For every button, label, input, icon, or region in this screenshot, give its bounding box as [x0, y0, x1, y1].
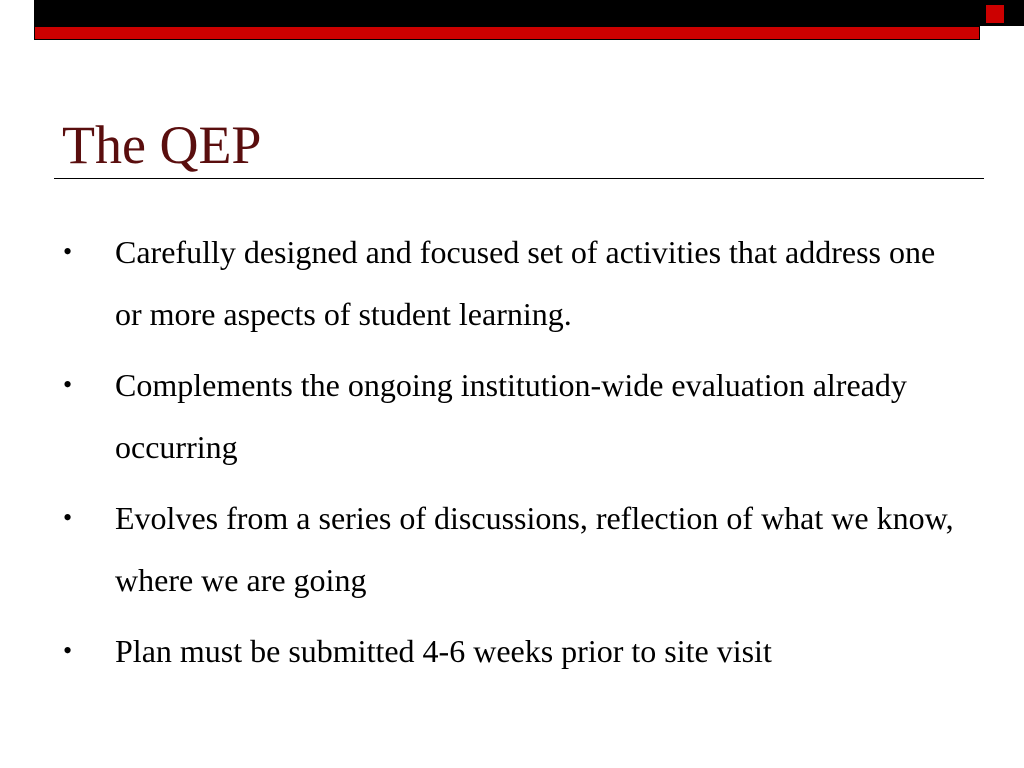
bullet-item [0, 354, 1024, 478]
header-black-bar [34, 0, 1024, 26]
bullet-text: Carefully designed and focused set of activities that address one or more aspects of student learning. [115, 234, 936, 332]
bullet-icon: • [63, 237, 73, 266]
bullet-icon: • [63, 636, 73, 665]
bullet-icon: • [63, 503, 73, 532]
corner-square-decoration [985, 4, 1005, 24]
bullet-item [0, 487, 1024, 611]
title-divider [54, 178, 984, 179]
bullet-item [0, 221, 1024, 345]
bullet-text: Plan must be submitted 4-6 weeks prior to site visit [115, 633, 772, 669]
bullet-text: Evolves from a series of discussions, reflection of what we know, where we are going [115, 500, 954, 598]
header-red-bar [34, 26, 980, 40]
bullet-list [0, 221, 1024, 691]
bullet-item [0, 620, 1024, 682]
slide-title: The QEP [62, 115, 262, 175]
bullet-icon: • [63, 370, 73, 399]
bullet-text: Complements the ongoing institution-wide evaluation already occurring [115, 367, 907, 465]
